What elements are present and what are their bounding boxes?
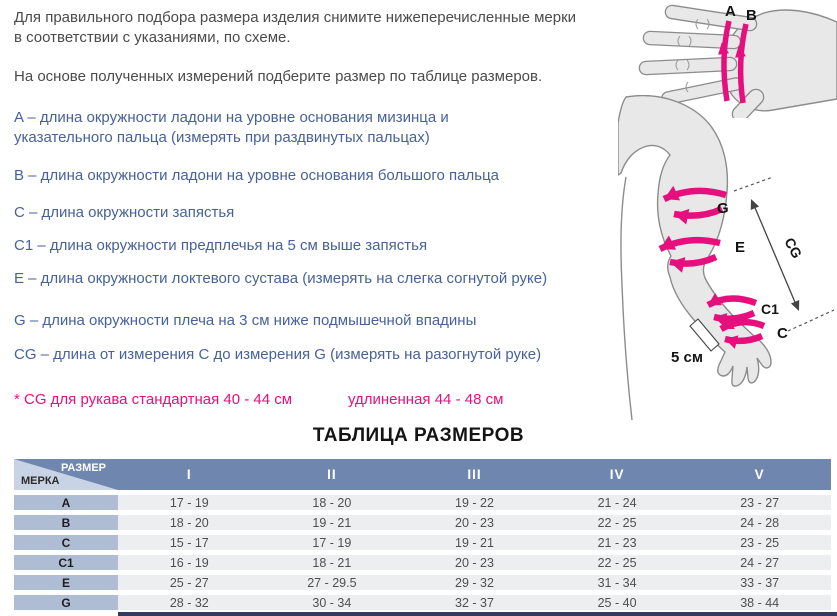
table-cell: 38 - 44 xyxy=(688,595,831,610)
table-cell: 15 - 17 xyxy=(118,535,261,550)
intro-paragraph-2: На основе полученных измерений подберите размер по таблице размеров. xyxy=(14,68,543,85)
table-row-b xyxy=(14,515,831,530)
hand-label-a: A xyxy=(725,3,736,20)
arm-label-cg: CG xyxy=(781,234,806,261)
table-row-g xyxy=(14,595,831,610)
column-header-3: III xyxy=(467,467,482,482)
table-cell: 18 - 20 xyxy=(118,515,261,530)
measure-def-c1: C1 – длина окружности предплечья на 5 см выше запястья xyxy=(14,237,428,254)
table-cell: 24 - 27 xyxy=(688,555,831,570)
table-cell: 16 - 19 xyxy=(118,555,261,570)
table-cell: 23 - 25 xyxy=(688,535,831,550)
dashed-reference-lines xyxy=(734,177,834,331)
measure-def-cg: CG – длина от измерения C до измерения G (измерять на разогнутой руке) xyxy=(14,346,542,363)
measure-def-a: A – длина окружности ладони на уровне основания мизинца и указательного пальца (измерять при раздвинутых пальцах) xyxy=(14,109,449,146)
row-label: C xyxy=(14,535,118,550)
row-label: B xyxy=(14,515,118,530)
table-cell: 19 - 21 xyxy=(261,515,404,530)
table-cell: 32 - 37 xyxy=(403,595,546,610)
table-cell: 17 - 19 xyxy=(261,535,404,550)
table-cell: 19 - 22 xyxy=(403,495,546,510)
table-cell: 18 - 20 xyxy=(261,495,404,510)
table-cell: 22 - 25 xyxy=(546,555,689,570)
arm-measurement-diagram xyxy=(618,95,837,420)
knuckle-marks xyxy=(676,19,709,92)
table-cell: 33 - 37 xyxy=(688,575,831,590)
row-label: E xyxy=(14,575,118,590)
table-row-c1 xyxy=(14,555,831,570)
measure-def-c: C – длина окружности запястья xyxy=(14,204,235,221)
table-row-c xyxy=(14,535,831,550)
column-header-2: II xyxy=(327,467,337,482)
table-cell: 19 - 21 xyxy=(403,535,546,550)
table-cell: 18 - 21 xyxy=(261,555,404,570)
table-cell: 27 - 29.5 xyxy=(261,575,404,590)
table-cell: 21 - 24 xyxy=(546,495,689,510)
table-cell: 23 - 27 xyxy=(688,495,831,510)
table-cell: 31 - 34 xyxy=(546,575,689,590)
intro-paragraph-1: Для правильного подбора размера изделия снимите нижеперечисленные мерки в соответствии с указаниями, по схеме. xyxy=(14,9,577,46)
table-cell: 21 - 23 xyxy=(546,535,689,550)
cutoff-next-row xyxy=(118,612,837,616)
measure-def-e: E – длина окружности локтевого сустава (измерять на слегка согнутой руке) xyxy=(14,270,548,287)
size-table xyxy=(14,459,831,610)
sleeve-note-extended: удлиненная 44 - 48 см xyxy=(348,391,504,408)
hand-label-b: B xyxy=(746,7,757,24)
table-cell: 20 - 23 xyxy=(403,555,546,570)
size-table-header xyxy=(14,459,831,490)
table-cell: 29 - 32 xyxy=(403,575,546,590)
table-row-a xyxy=(14,495,831,510)
row-label: C1 xyxy=(14,555,118,570)
corner-label-measure: МЕРКА xyxy=(21,475,60,487)
table-row-e xyxy=(14,575,831,590)
table-cell: 22 - 25 xyxy=(546,515,689,530)
table-cell: 25 - 40 xyxy=(546,595,689,610)
size-table-title: ТАБЛИЦА РАЗМЕРОВ xyxy=(312,425,525,446)
table-cell: 25 - 27 xyxy=(118,575,261,590)
sleeve-length-note xyxy=(14,391,504,408)
row-label: G xyxy=(14,595,118,610)
corner-label-size: РАЗМЕР xyxy=(60,462,106,474)
cg-arrowhead-bottom-icon xyxy=(791,300,803,313)
cg-arrowhead-top-icon xyxy=(747,197,759,210)
arm-label-c1: C1 xyxy=(761,301,779,317)
measure-def-b: B – длина окружности ладони на уровне основания большого пальца xyxy=(14,167,500,184)
table-cell: 24 - 28 xyxy=(688,515,831,530)
corner-cell xyxy=(14,459,118,490)
column-header-1: I xyxy=(186,467,192,482)
table-cell: 20 - 23 xyxy=(403,515,546,530)
row-label: A xyxy=(14,495,118,510)
sleeve-note-standard: * CG для рукава стандартная 40 - 44 см xyxy=(14,391,293,408)
column-header-5: V xyxy=(754,467,765,482)
table-cell: 17 - 19 xyxy=(118,495,261,510)
arm-label-g: G xyxy=(717,200,729,217)
arm-label-5cm: 5 см xyxy=(671,349,703,366)
column-header-4: IV xyxy=(609,467,625,482)
measure-def-g: G – длина окружности плеча на 3 см ниже подмышечной впадины xyxy=(14,312,477,329)
table-cell: 30 - 34 xyxy=(261,595,404,610)
body-contour-line xyxy=(621,177,632,420)
arm-label-c: C xyxy=(777,325,788,342)
arm-label-e: E xyxy=(735,239,746,256)
table-cell: 28 - 32 xyxy=(118,595,261,610)
